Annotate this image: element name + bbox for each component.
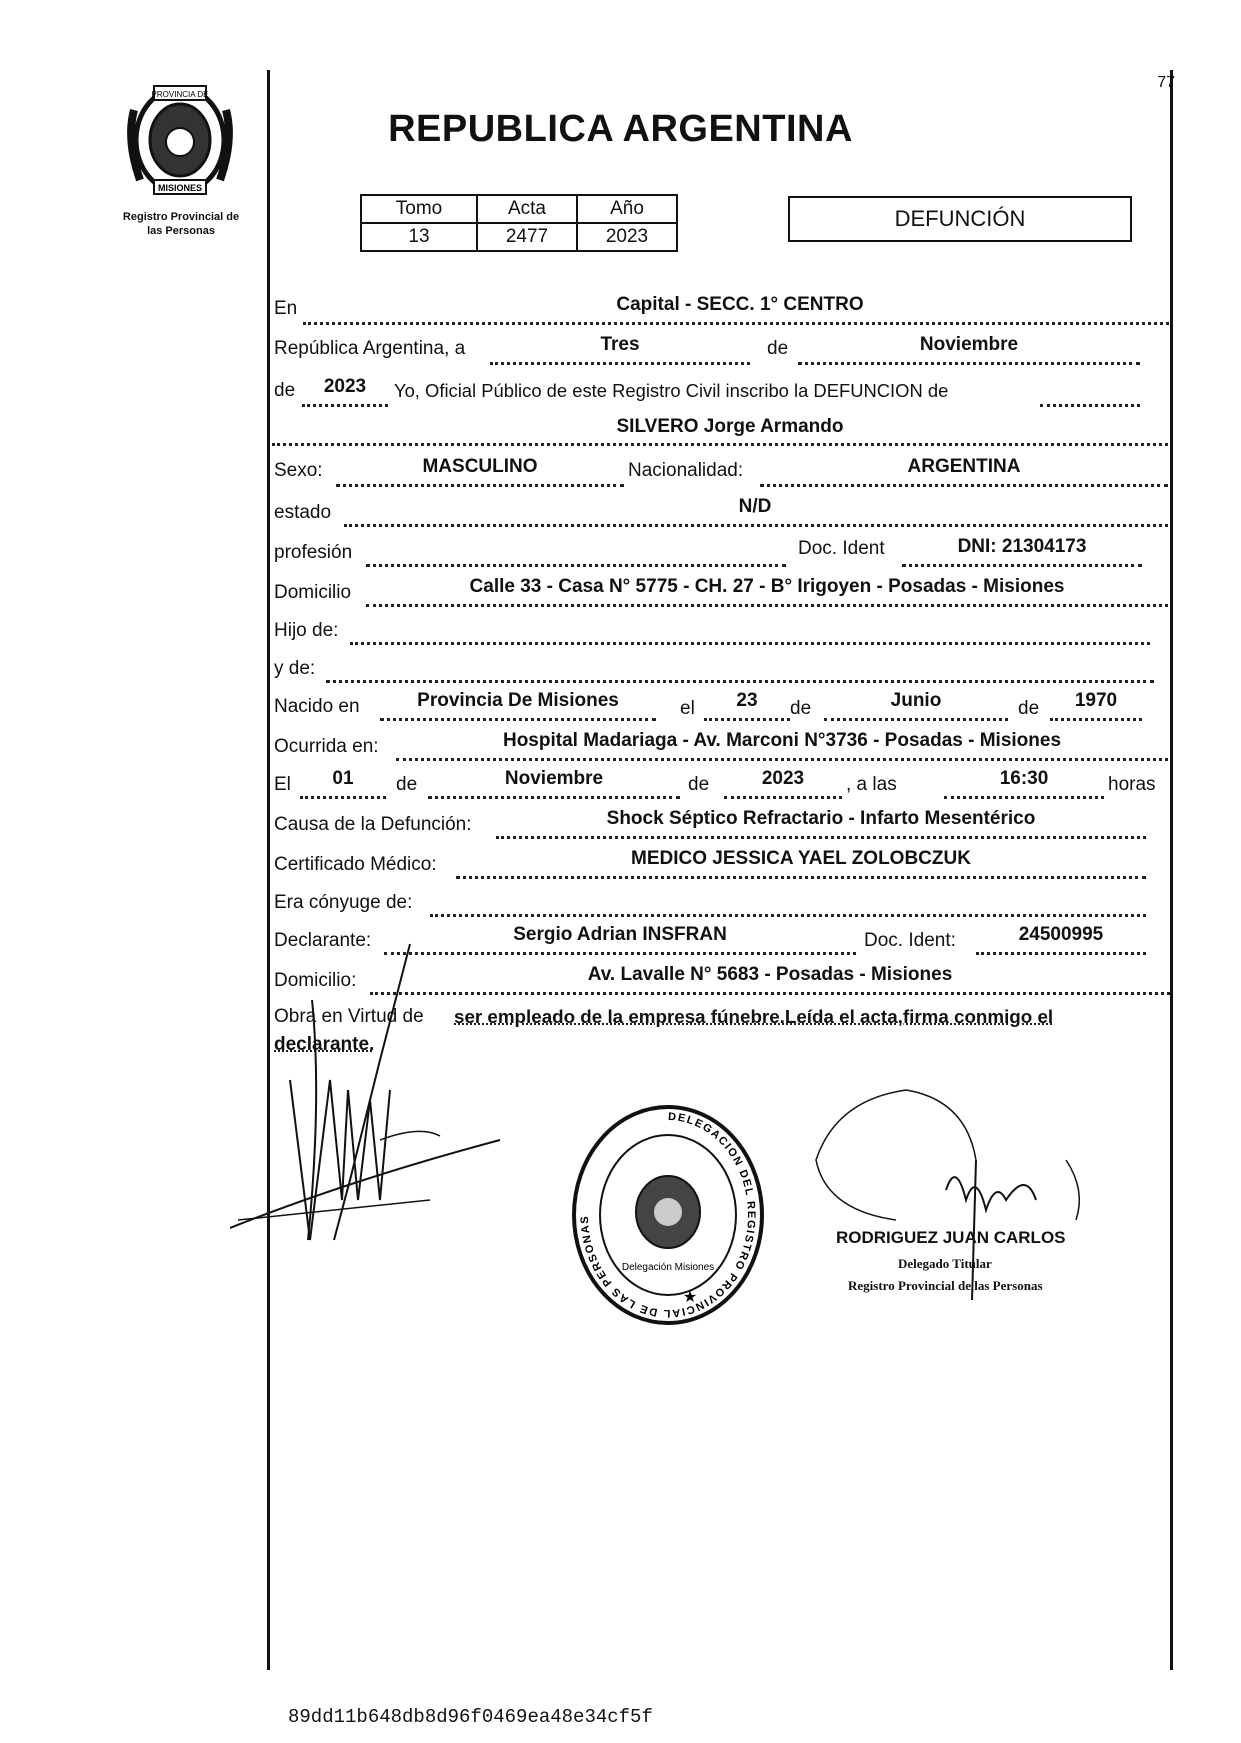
anio-value: 2023 [577,223,677,251]
page-number: 77 [1157,74,1175,91]
inscription-dotline [1040,404,1140,407]
record-table-header [361,195,677,223]
left-margin-line [267,70,270,1670]
day-word: Tres [600,334,640,355]
anio-header: Año [577,195,677,223]
official-seal [568,1100,768,1330]
en-label: En [274,298,298,319]
obra-text-2: declarante. [274,1034,375,1055]
registry-label [96,210,266,238]
right-margin-line [1170,70,1173,1670]
deceased-name: SILVERO Jorge Armando [616,416,844,437]
republic-label: República Argentina, a [274,338,466,359]
death-day-dotline [300,796,386,799]
death-month: Noviembre [504,768,604,789]
seal-inner-text: Delegación Misiones [621,1262,715,1273]
doc-ident-dotline [902,564,1142,567]
conyuge-dotline [430,914,1146,917]
horas-label: horas [1108,774,1156,795]
domicilio-value: Calle 33 - Casa N° 5775 - CH. 27 - B° Irigoyen - Posadas - Misiones [469,576,1065,597]
estado-label: estado [274,502,332,523]
death-day: 01 [332,768,354,789]
death-year: 2023 [761,768,805,789]
y-de-dotline [326,680,1154,683]
birth-year-dotline [1050,718,1142,721]
place-value: Capital - SECC. 1° CENTRO [616,294,864,315]
birth-day-dotline [704,718,790,721]
nacionalidad-value: ARGENTINA [907,456,1021,477]
year-dotline [302,404,388,407]
death-year-dotline [724,796,842,799]
acta-header: Acta [477,195,577,223]
causa-dotline [496,836,1146,839]
certificado-dotline [456,876,1146,879]
certificado-value: MEDICO JESSICA YAEL ZOLOBCZUK [631,848,971,869]
a-las-label: , a las [846,774,897,795]
death-time: 16:30 [999,768,1049,789]
nacionalidad-label: Nacionalidad: [628,460,744,481]
de-label-3: de [1018,698,1040,719]
page-title: REPUBLICA ARGENTINA [388,108,853,150]
profesion-dotline [366,564,786,567]
month-dotline [798,362,1140,365]
domicilio2-label: Domicilio: [274,970,357,991]
ocurrida-value: Hospital Madariaga - Av. Marconi N°3736 - Posadas - Misiones [502,730,1062,751]
certificado-label: Certificado Médico: [274,854,437,875]
ocurrida-label: Ocurrida en: [274,736,379,757]
death-month-dotline [428,796,680,799]
tomo-value: 13 [361,223,477,251]
death-time-dotline [944,796,1104,799]
obra-label: Obra en Virtud de [274,1006,424,1027]
domicilio2-value: Av. Lavalle N° 5683 - Posadas - Misiones [587,964,953,985]
name-dotline [272,443,1168,446]
y-de-label: y de: [274,658,316,679]
birth-year: 1970 [1074,690,1118,711]
doc-ident2-label: Doc. Ident: [864,930,956,951]
estado-dotline [344,524,1168,527]
estado-value: N/D [738,496,772,517]
nacido-label: Nacido en [274,696,360,717]
month-value: Noviembre [919,334,1019,355]
nacido-lugar: Provincia De Misiones [417,690,619,711]
sexo-value: MASCULINO [422,456,538,477]
registry-label-line1: Registro Provincial de [122,211,240,223]
sexo-label: Sexo: [274,460,323,481]
ocurrida-dotline [396,758,1168,761]
hijo-dotline [350,642,1150,645]
de-label: de [767,338,789,359]
obra-text: ser empleado de la empresa fúnebre.Leída el acta,firma conmigo el [454,1006,1054,1027]
el2-label: El [274,774,291,795]
causa-value: Shock Séptico Refractario - Infarto Mesentérico [606,808,1036,829]
de-label-4: de [396,774,418,795]
emblem-bottom-text: MISIONES [157,183,203,193]
conyuge-label: Era cónyuge de: [274,892,413,913]
record-table [360,194,678,252]
registry-label-line2: las Personas [147,225,215,237]
el-label: el [680,698,695,719]
profesion-label: profesión [274,542,353,563]
declarant-signature [230,940,510,1260]
seal-ring-text: DELEGACION DEL REGISTRO PROVINCIAL DE LAS PERSONAS [578,1110,757,1320]
de-label-5: de [688,774,710,795]
en-dotline [303,322,1169,325]
document-code: 89dd11b648db8d96f0469ea48e34cf5f [288,1706,653,1728]
declarante-label: Declarante: [274,930,372,951]
domicilio-dotline [366,604,1168,607]
birth-day: 23 [736,690,758,711]
birth-month-dotline [824,718,1008,721]
domicilio-label: Domicilio [274,582,352,603]
emblem-top-text: PROVINCIA DE [151,90,209,99]
official-name: RODRIGUEZ JUAN CARLOS [836,1228,1066,1247]
nacionalidad-dotline [760,484,1168,487]
year-value: 2023 [323,376,367,397]
doc-ident2-dotline [976,952,1146,955]
causa-label: Causa de la Defunción: [274,814,472,835]
tomo-header: Tomo [361,195,477,223]
sexo-dotline [336,484,624,487]
day-dotline [490,362,750,365]
inscription-text: Yo, Oficial Público de este Registro Civil inscribo la DEFUNCION de [394,380,949,401]
official-office: Registro Provincial de las Personas [848,1278,1043,1293]
record-type-box: DEFUNCIÓN [788,196,1132,242]
official-signature [796,1080,1116,1340]
year-prefix: de [274,380,296,401]
declarante-value: Sergio Adrian INSFRAN [513,924,727,945]
nacido-dotline [380,718,656,721]
doc-ident-label: Doc. Ident [798,538,885,559]
official-role: Delegado Titular [898,1256,992,1271]
doc-ident2-value: 24500995 [1018,924,1104,945]
record-table-values [361,223,677,251]
seal-star-icon: ★ [682,1289,698,1306]
de-label-2: de [790,698,812,719]
doc-ident-value: DNI: 21304173 [957,536,1087,557]
hijo-label: Hijo de: [274,620,339,641]
acta-value: 2477 [477,223,577,251]
birth-month: Junio [890,690,942,711]
